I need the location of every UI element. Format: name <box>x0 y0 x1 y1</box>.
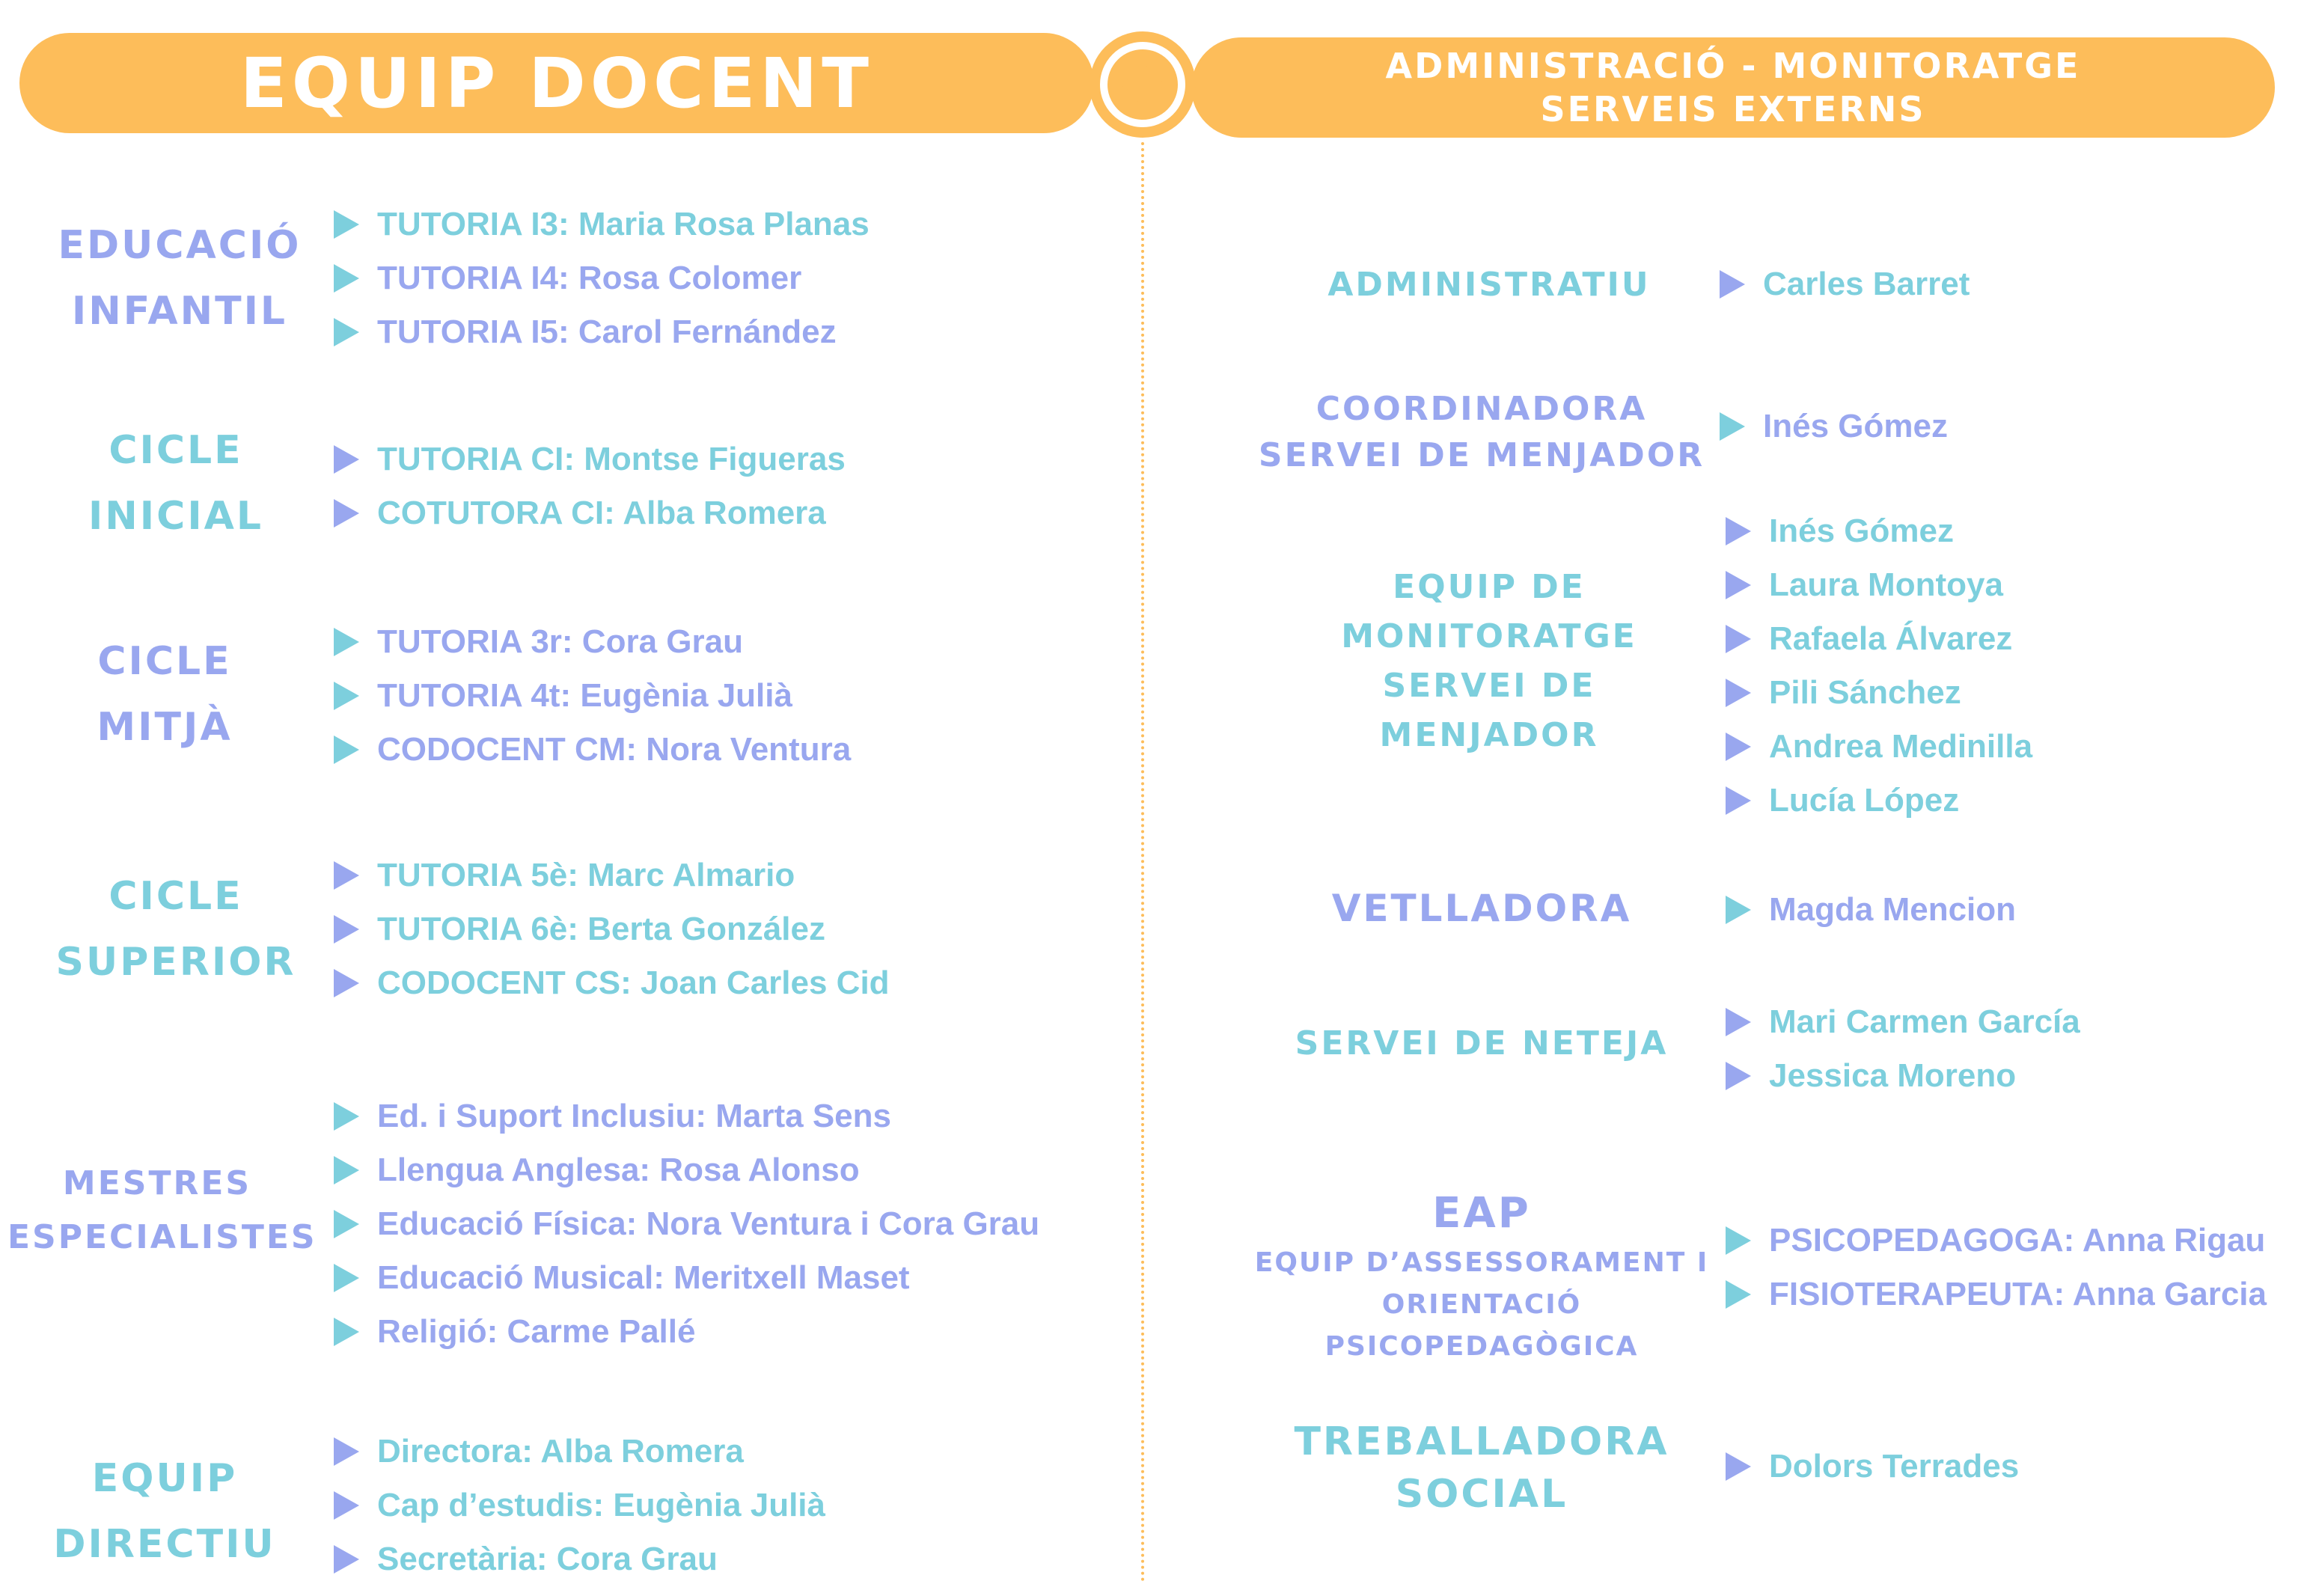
triangle-bullet-icon <box>1726 1280 1751 1309</box>
triangle-bullet-icon <box>334 1264 359 1292</box>
list-vetlladora <box>1726 883 2016 937</box>
list-item: TUTORIA 4t: Eugènia Julià <box>334 669 851 723</box>
list-treballadora-social <box>1726 1440 2019 1493</box>
heading-treballadora-social: TREBALLADORA SOCIAL <box>1294 1419 1669 1517</box>
heading-cicle-mitja: CICLE MITJÀ <box>97 639 233 750</box>
list-item: Jessica Moreno <box>1726 1049 2080 1103</box>
triangle-bullet-icon <box>1720 412 1745 441</box>
triangle-bullet-icon <box>334 736 359 764</box>
list-item: TUTORIA I4: Rosa Colomer <box>334 251 870 305</box>
list-educacio-infantil <box>334 198 870 359</box>
heading-coordinadora: COORDINADORA SERVEI DE MENJADOR <box>1258 390 1705 474</box>
list-item: Rafaela Álvarez <box>1726 612 2032 666</box>
heading-servei-neteja: SERVEI DE NETEJA <box>1295 1024 1669 1063</box>
triangle-bullet-icon <box>1726 1062 1751 1090</box>
list-item: Andrea Medinilla <box>1726 720 2032 774</box>
list-item: TUTORIA 5è: Marc Almario <box>334 849 890 902</box>
list-item: Llengua Anglesa: Rosa Alonso <box>334 1143 1039 1197</box>
triangle-bullet-icon <box>334 1156 359 1184</box>
list-item: COTUTORA CI: Alba Romera <box>334 486 846 540</box>
heading-mestres-especialistes: MESTRES ESPECIALISTES <box>7 1164 317 1256</box>
list-servei-neteja <box>1726 995 2080 1103</box>
list-item: Lucía López <box>1726 774 2032 828</box>
list-item: Mari Carmen García <box>1726 995 2080 1049</box>
heading-cicle-superior: CICLE SUPERIOR <box>55 874 296 985</box>
triangle-bullet-icon <box>334 1210 359 1238</box>
triangle-bullet-icon <box>1726 1452 1751 1481</box>
list-item: CODOCENT CS: Joan Carles Cid <box>334 956 890 1010</box>
list-coordinadora <box>1720 400 1948 453</box>
administracio-title-line1: ADMINISTRACIÓ - MONITORATGE <box>1385 46 2081 86</box>
triangle-bullet-icon <box>334 915 359 944</box>
triangle-bullet-icon <box>1726 517 1751 545</box>
list-item: Educació Musical: Meritxell Maset <box>334 1251 1039 1305</box>
triangle-bullet-icon <box>1726 1008 1751 1036</box>
triangle-bullet-icon <box>334 445 359 474</box>
triangle-bullet-icon <box>334 628 359 656</box>
list-item: Carles Barret <box>1720 257 1970 311</box>
list-item: TUTORIA CI: Montse Figueras <box>334 432 846 486</box>
triangle-bullet-icon <box>334 318 359 346</box>
administracio-banner <box>1191 37 2275 138</box>
triangle-bullet-icon <box>1726 679 1751 707</box>
heading-administratiu: ADMINISTRATIU <box>1327 266 1651 304</box>
list-item: Magda Mencion <box>1726 883 2016 937</box>
list-item: TUTORIA I5: Carol Fernández <box>334 305 870 359</box>
triangle-bullet-icon <box>334 1437 359 1466</box>
list-item: Secretària: Cora Grau <box>334 1532 825 1586</box>
list-item: PSICOPEDAGOGA: Anna Rigau <box>1726 1214 2267 1268</box>
triangle-bullet-icon <box>1726 786 1751 815</box>
triangle-bullet-icon <box>334 264 359 293</box>
triangle-bullet-icon <box>334 969 359 997</box>
triangle-bullet-icon <box>1726 896 1751 924</box>
heading-eap: EAP EQUIP D’ASSESSORAMENT I ORIENTACIÓ PSICOPEDAGÒGICA <box>1254 1189 1709 1362</box>
triangle-bullet-icon <box>1726 1226 1751 1255</box>
list-item: FISIOTERAPEUTA: Anna Garcia <box>1726 1268 2267 1321</box>
list-cicle-mitja <box>334 615 851 777</box>
list-item: Religió: Carme Pallé <box>334 1305 1039 1359</box>
heading-equip-monitoratge: EQUIP DE MONITORATGE SERVEI DE MENJADOR <box>1341 568 1637 754</box>
triangle-bullet-icon <box>334 1491 359 1520</box>
list-equip-directiu <box>334 1425 825 1586</box>
list-item: Dolors Terrades <box>1726 1440 2019 1493</box>
heading-cicle-inicial: CICLE INICIAL <box>88 428 264 539</box>
list-eap <box>1726 1214 2267 1321</box>
triangle-bullet-icon <box>1720 270 1745 299</box>
list-item: Directora: Alba Romera <box>334 1425 825 1479</box>
triangle-bullet-icon <box>1726 625 1751 653</box>
plus-icon <box>1090 31 1196 138</box>
list-item: Ed. i Suport Inclusiu: Marta Sens <box>334 1089 1039 1143</box>
list-cicle-superior <box>334 849 890 1010</box>
list-item: Inés Gómez <box>1720 400 1948 453</box>
list-mestres-especialistes <box>334 1089 1039 1359</box>
list-item: Laura Montoya <box>1726 558 2032 612</box>
heading-vetlladora: VETLLADORA <box>1331 887 1632 930</box>
triangle-bullet-icon <box>334 1102 359 1131</box>
list-item: Pili Sánchez <box>1726 666 2032 720</box>
equip-docent-title: EQUIP DOCENT <box>239 43 874 123</box>
triangle-bullet-icon <box>334 1545 359 1574</box>
triangle-bullet-icon <box>334 210 359 239</box>
list-item: Educació Física: Nora Ventura i Cora Grau <box>334 1197 1039 1251</box>
list-item: Cap d’estudis: Eugènia Julià <box>334 1479 825 1532</box>
list-equip-monitoratge <box>1726 504 2032 828</box>
triangle-bullet-icon <box>334 861 359 890</box>
list-item: Inés Gómez <box>1726 504 2032 558</box>
list-item: TUTORIA 6è: Berta González <box>334 902 890 956</box>
list-cicle-inicial <box>334 432 846 540</box>
list-item: TUTORIA 3r: Cora Grau <box>334 615 851 669</box>
triangle-bullet-icon <box>1726 571 1751 599</box>
heading-equip-directiu: EQUIP DIRECTIU <box>53 1456 276 1567</box>
list-item: CODOCENT CM: Nora Ventura <box>334 723 851 777</box>
triangle-bullet-icon <box>1726 733 1751 761</box>
list-item: TUTORIA I3: Maria Rosa Planas <box>334 198 870 251</box>
triangle-bullet-icon <box>334 499 359 528</box>
column-divider <box>1141 142 1144 1583</box>
list-administratiu <box>1720 257 1970 311</box>
heading-educacio-infantil: EDUCACIÓ INFANTIL <box>58 223 302 334</box>
administracio-title-line2: SERVEIS EXTERNS <box>1540 89 1926 129</box>
triangle-bullet-icon <box>334 1318 359 1346</box>
triangle-bullet-icon <box>334 682 359 710</box>
equip-docent-banner <box>19 33 1094 133</box>
